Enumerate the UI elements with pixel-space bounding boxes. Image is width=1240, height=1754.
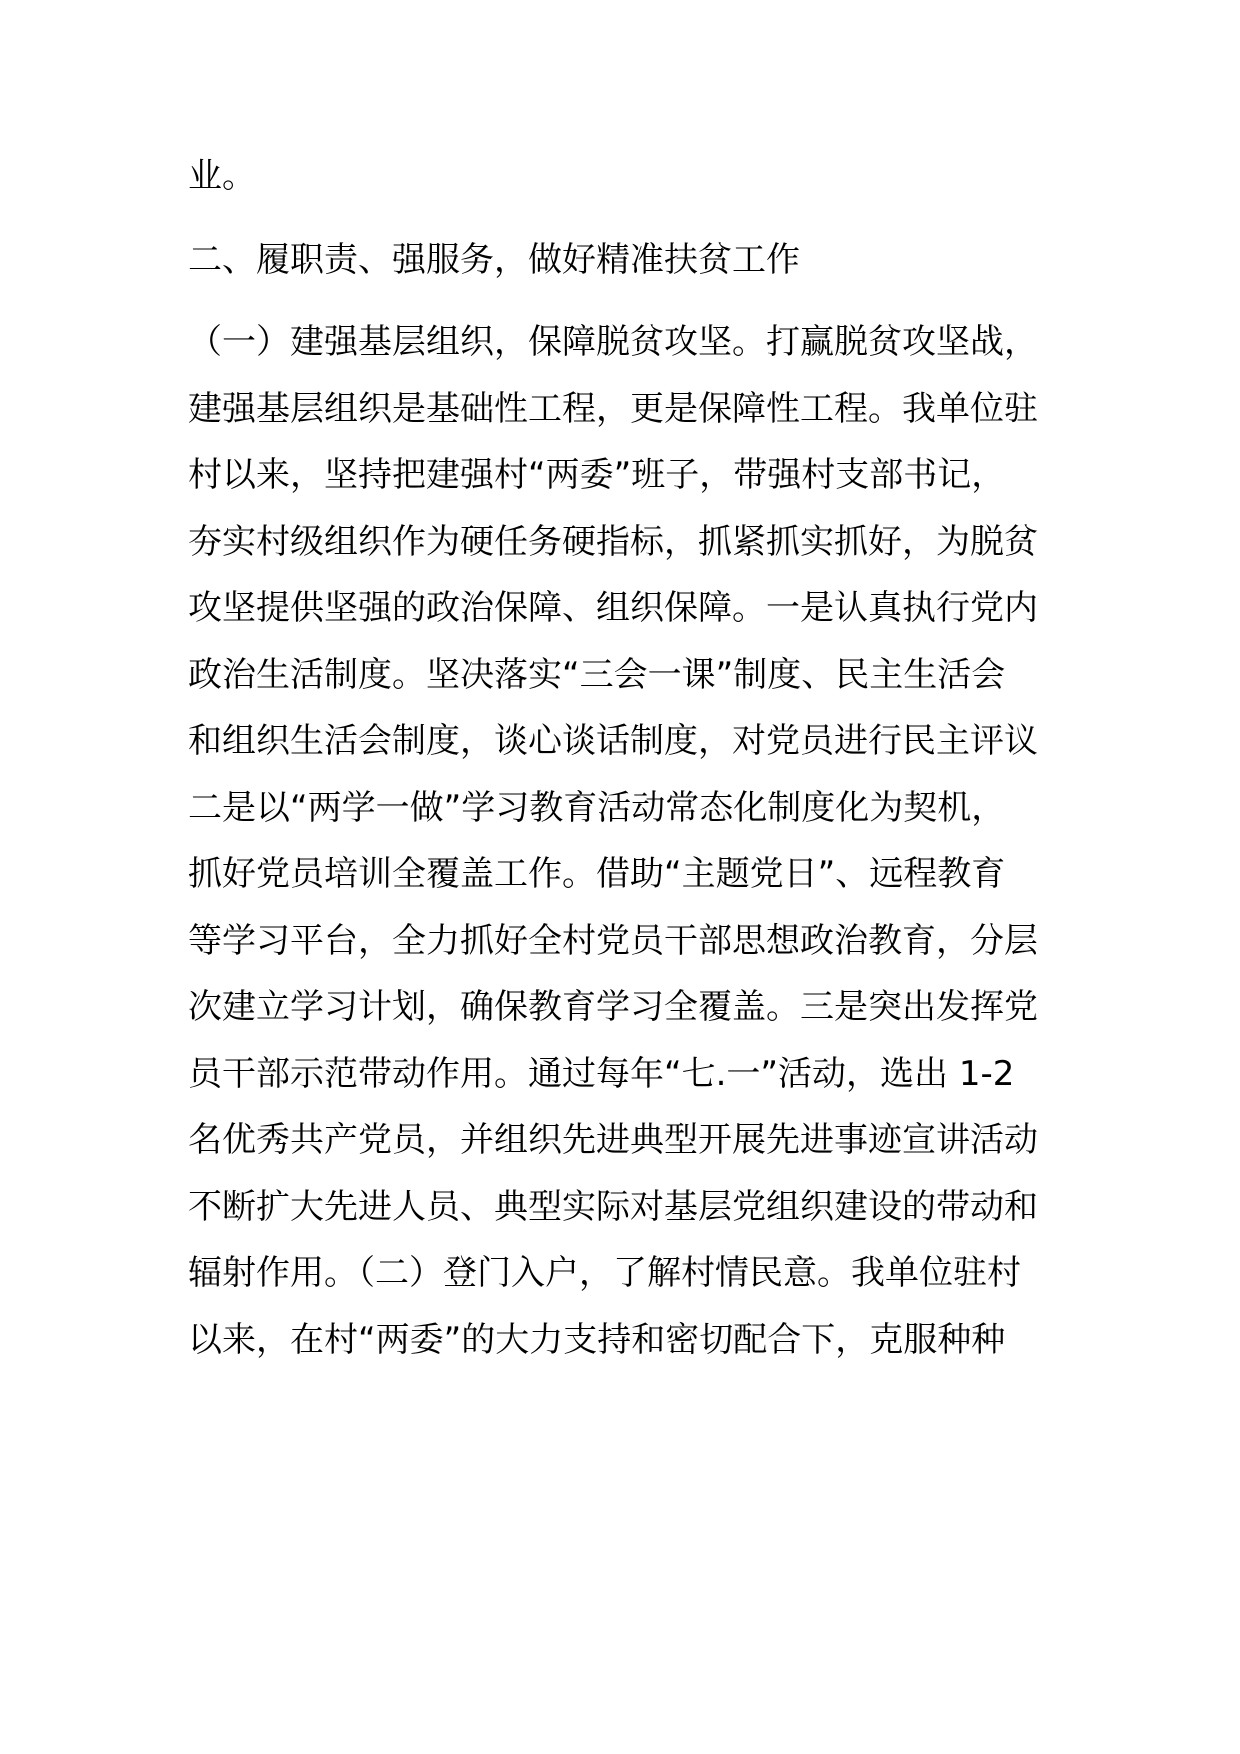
- text-line-9: 和组织生活会制度，谈心谈话制度，对党员进行民主评议: [188, 721, 1038, 761]
- section-heading: 二、履职责、强服务，做好精准扶贫工作: [188, 240, 800, 280]
- text-line-7: 攻坚提供坚强的政治保障、组织保障。一是认真执行党内: [188, 588, 1038, 628]
- text-line-5: 村以来，坚持把建强村“两委”班子，带强村支部书记，: [188, 455, 1006, 495]
- text-line-12: 等学习平台，全力抓好全村党员干部思想政治教育，分层: [188, 921, 1038, 961]
- text-line-13: 次建立学习计划，确保教育学习全覆盖。三是突出发挥党: [188, 987, 1038, 1027]
- text-line-14: 员干部示范带动作用。通过每年“七.一”活动，选出 1-2: [188, 1054, 1015, 1094]
- text-line-8: 政治生活制度。坚决落实“三会一课”制度、民主生活会: [188, 655, 1006, 695]
- text-line-18: 以来，在村“两委”的大力支持和密切配合下，克服种种: [188, 1320, 1006, 1360]
- text-line-3: （一）建强基层组织，保障脱贫攻坚。打赢脱贫攻坚战，: [188, 322, 1038, 362]
- text-line-4: 建强基层组织是基础性工程，更是保障性工程。我单位驻: [188, 389, 1038, 429]
- text-line-16: 不断扩大先进人员、典型实际对基层党组织建设的带动和: [188, 1187, 1038, 1227]
- text-line-1: 业。: [188, 156, 256, 196]
- text-line-11: 抓好党员培训全覆盖工作。借助“主题党日”、远程教育: [188, 854, 1006, 894]
- text-line-10: 二是以“两学一做”学习教育活动常态化制度化为契机，: [188, 788, 1006, 828]
- text-line-6: 夯实村级组织作为硬任务硬指标，抓紧抓实抓好，为脱贫: [188, 522, 1038, 562]
- text-line-17: 辐射作用。（二）登门入户，了解村情民意。我单位驻村: [188, 1253, 1021, 1293]
- text-line-15: 名优秀共产党员，并组织先进典型开展先进事迹宣讲活动: [188, 1120, 1038, 1160]
